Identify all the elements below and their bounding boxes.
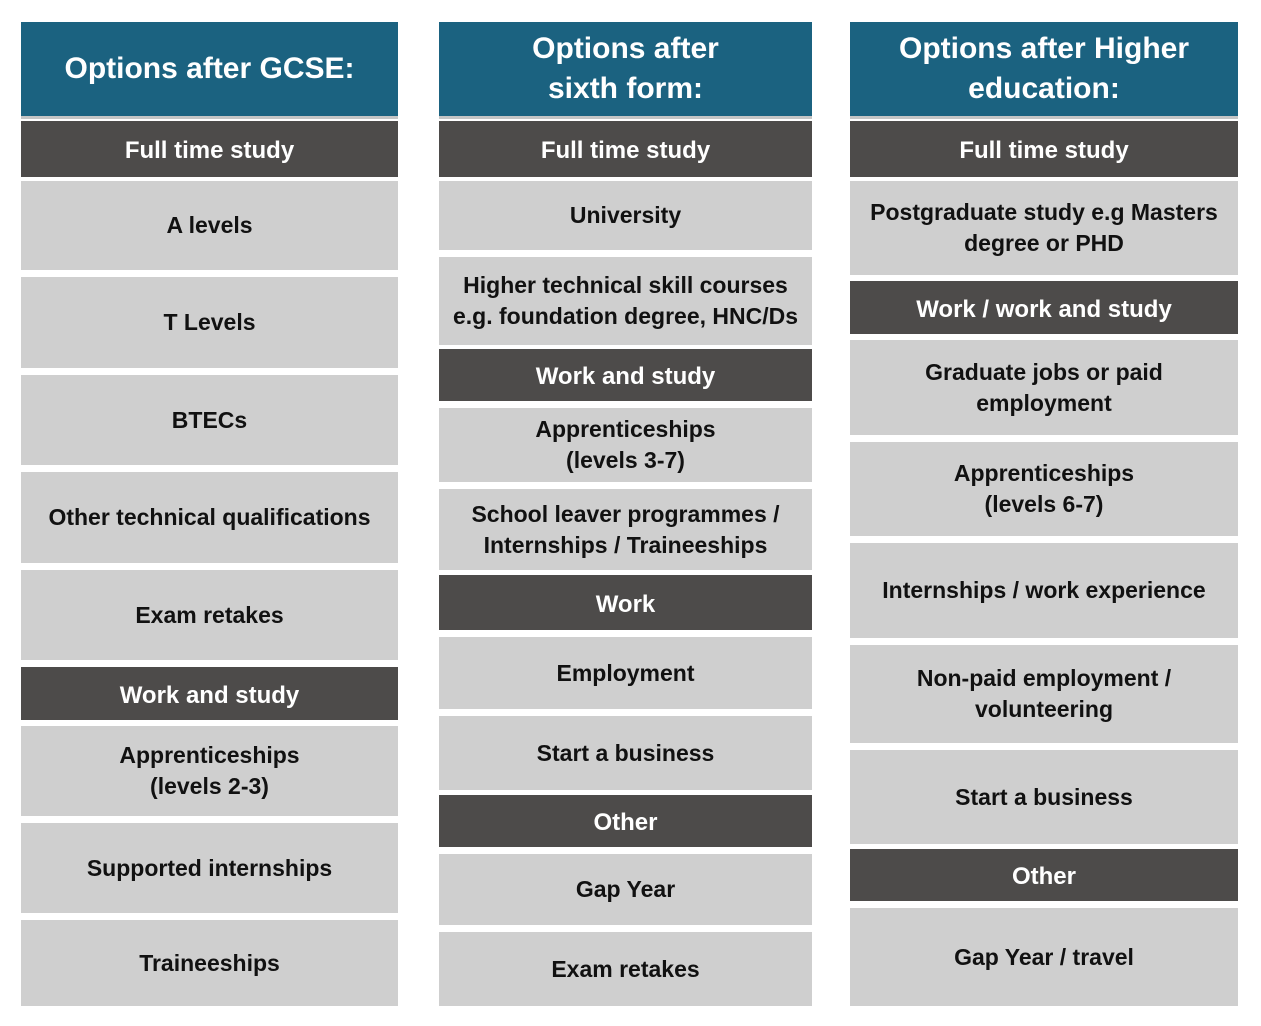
option-item: Gap Year / travel bbox=[850, 908, 1238, 1006]
section-header: Other bbox=[439, 795, 812, 847]
option-item: Exam retakes bbox=[21, 570, 398, 660]
divider bbox=[21, 116, 398, 119]
option-item: Exam retakes bbox=[439, 932, 812, 1006]
section-header: Work bbox=[439, 575, 812, 630]
section-header: Full time study bbox=[439, 121, 812, 177]
option-item: Employment bbox=[439, 637, 812, 709]
section-header: Work and study bbox=[439, 349, 812, 401]
option-item: University bbox=[439, 181, 812, 250]
option-item: Start a business bbox=[850, 750, 1238, 844]
option-item: Traineeships bbox=[21, 920, 398, 1006]
option-item: Supported internships bbox=[21, 823, 398, 913]
option-item: T Levels bbox=[21, 277, 398, 368]
option-item: Apprenticeships (levels 2-3) bbox=[21, 726, 398, 816]
section-header: Full time study bbox=[21, 121, 398, 177]
divider bbox=[850, 116, 1238, 119]
option-item: Non-paid employment / volunteering bbox=[850, 645, 1238, 743]
section-header: Full time study bbox=[850, 121, 1238, 177]
option-item: Apprenticeships (levels 6-7) bbox=[850, 442, 1238, 536]
option-item: Start a business bbox=[439, 716, 812, 790]
section-header: Work / work and study bbox=[850, 281, 1238, 334]
column-title: Options after Higher education: bbox=[850, 22, 1238, 116]
option-item: Graduate jobs or paid employment bbox=[850, 340, 1238, 435]
option-item: Higher technical skill courses e.g. foundation degree, HNC/Ds bbox=[439, 257, 812, 345]
option-item: BTECs bbox=[21, 375, 398, 465]
column-title: Options after GCSE: bbox=[21, 22, 398, 116]
option-item: Internships / work experience bbox=[850, 543, 1238, 638]
option-item: Other technical qualifications bbox=[21, 472, 398, 563]
option-item: Apprenticeships (levels 3-7) bbox=[439, 408, 812, 482]
option-item: Postgraduate study e.g Masters degree or PHD bbox=[850, 181, 1238, 275]
option-item: A levels bbox=[21, 181, 398, 270]
section-header: Work and study bbox=[21, 667, 398, 720]
column-title: Options after sixth form: bbox=[439, 22, 812, 116]
option-item: Gap Year bbox=[439, 854, 812, 925]
option-item: School leaver programmes / Internships / Traineeships bbox=[439, 489, 812, 570]
section-header: Other bbox=[850, 849, 1238, 901]
divider bbox=[439, 116, 812, 119]
